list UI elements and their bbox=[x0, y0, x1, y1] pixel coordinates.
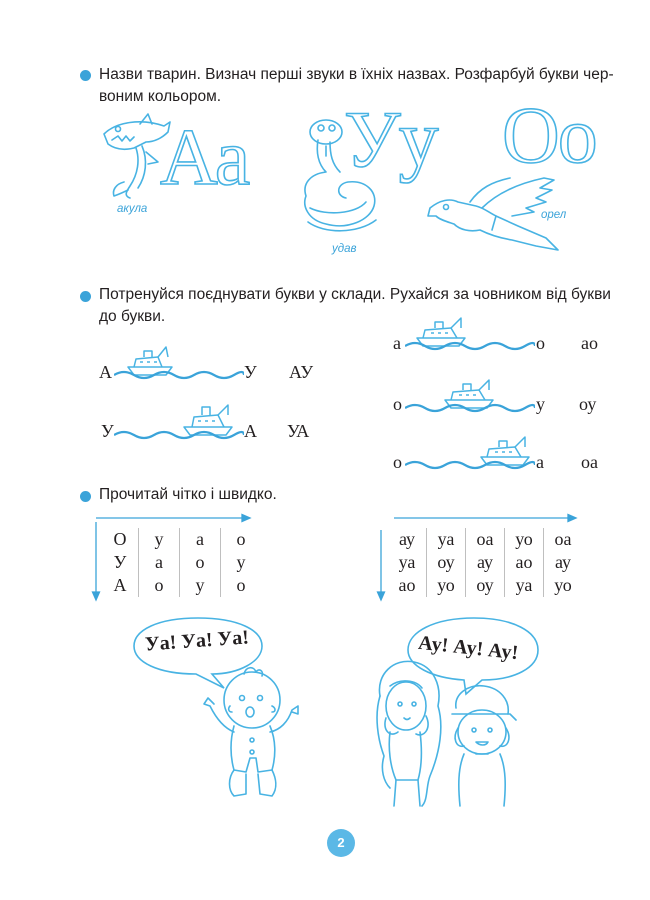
table-cell: оа bbox=[466, 528, 505, 551]
baby-illustration bbox=[200, 660, 310, 810]
table-cell: о bbox=[221, 528, 262, 551]
left-row-1-from: А bbox=[99, 362, 112, 382]
table-cell: ао bbox=[398, 575, 416, 595]
wave-boat-right-3 bbox=[405, 433, 535, 475]
table-cell: о bbox=[221, 574, 262, 597]
wave-boat-left-1 bbox=[114, 343, 244, 385]
letter-aa: Аа bbox=[160, 114, 249, 202]
table-cell: у bbox=[180, 574, 221, 597]
table-cell: А bbox=[113, 575, 127, 595]
table-cell: уа bbox=[427, 528, 466, 551]
table-row bbox=[388, 574, 582, 597]
left-row-1-to: У bbox=[244, 362, 257, 382]
instruction-1-line2: воним кольором. bbox=[99, 88, 222, 105]
table-cell: у bbox=[139, 528, 180, 551]
caption-eagle: орел bbox=[541, 209, 567, 221]
table-cell: ао bbox=[505, 551, 544, 574]
left-row-1-result: АУ bbox=[289, 362, 314, 382]
left-row-2-result: УА bbox=[287, 421, 310, 441]
table-cell: оа bbox=[544, 528, 583, 551]
table-cell: оу bbox=[466, 574, 505, 597]
left-row-2-to: А bbox=[244, 421, 257, 441]
table-cell: ау bbox=[398, 529, 416, 549]
caption-shark: акула bbox=[117, 203, 148, 215]
right-row-1-result: ао bbox=[581, 333, 598, 353]
page-number: 2 bbox=[327, 829, 355, 857]
instruction-1-line1: Назви тварин. Визнач перші звуки в їхніх назвах. Розфарбуй букви чер- bbox=[99, 66, 614, 83]
caption-snake: удав bbox=[332, 243, 357, 255]
right-row-3-to: а bbox=[536, 452, 544, 472]
letter-oo: Оо bbox=[502, 92, 596, 180]
wave-boat-right-1 bbox=[405, 316, 535, 358]
bullet-2 bbox=[80, 291, 91, 302]
right-row-3-result: оа bbox=[581, 452, 598, 472]
right-row-1-to: о bbox=[536, 333, 545, 353]
right-row-2-to: у bbox=[536, 394, 545, 414]
table-cell: ау bbox=[466, 551, 505, 574]
letter-uu: Уу bbox=[344, 96, 437, 184]
table-cell: о bbox=[180, 551, 221, 574]
table-cell: уа bbox=[505, 574, 544, 597]
wave-boat-right-2 bbox=[405, 376, 535, 418]
bullet-3 bbox=[80, 491, 91, 502]
table-cell: уо bbox=[544, 574, 583, 597]
table-row bbox=[388, 551, 582, 574]
table-cell: а bbox=[180, 528, 221, 551]
bubble-right-text: Ау! Ау! Ау! bbox=[417, 631, 520, 665]
bubble-left-text: Уа! Уа! Уа! bbox=[144, 626, 250, 656]
table-cell: уо bbox=[505, 528, 544, 551]
bullet-1 bbox=[80, 70, 91, 81]
table-cell: уа bbox=[398, 552, 416, 572]
table-cell: У bbox=[113, 552, 127, 572]
table-cell: уо bbox=[427, 574, 466, 597]
left-reading-table bbox=[102, 528, 261, 597]
left-row-2-from: У bbox=[101, 421, 114, 441]
table-row bbox=[102, 528, 261, 551]
instruction-2-line2: до букви. bbox=[99, 308, 166, 325]
right-row-3-from: о bbox=[393, 452, 402, 472]
right-row-1-from: а bbox=[393, 333, 401, 353]
table-cell: у bbox=[221, 551, 262, 574]
children-illustration bbox=[360, 656, 550, 816]
instruction-2 bbox=[99, 284, 619, 328]
table-cell: ау bbox=[544, 551, 583, 574]
table-row bbox=[388, 528, 582, 551]
table-cell: о bbox=[139, 574, 180, 597]
instruction-3: Прочитай чітко і швидко. bbox=[99, 486, 277, 503]
right-reading-table bbox=[388, 528, 582, 597]
wave-boat-left-2 bbox=[114, 401, 244, 443]
table-row bbox=[102, 574, 261, 597]
instruction-2-line1: Потренуйся поєднувати букви у склади. Рухайся за човником від букви bbox=[99, 286, 611, 303]
table-row bbox=[102, 551, 261, 574]
table-cell: а bbox=[139, 551, 180, 574]
right-row-2-from: о bbox=[393, 394, 402, 414]
table-cell: оу bbox=[427, 551, 466, 574]
right-row-2-result: оу bbox=[579, 394, 597, 414]
table-cell: О bbox=[113, 529, 127, 549]
